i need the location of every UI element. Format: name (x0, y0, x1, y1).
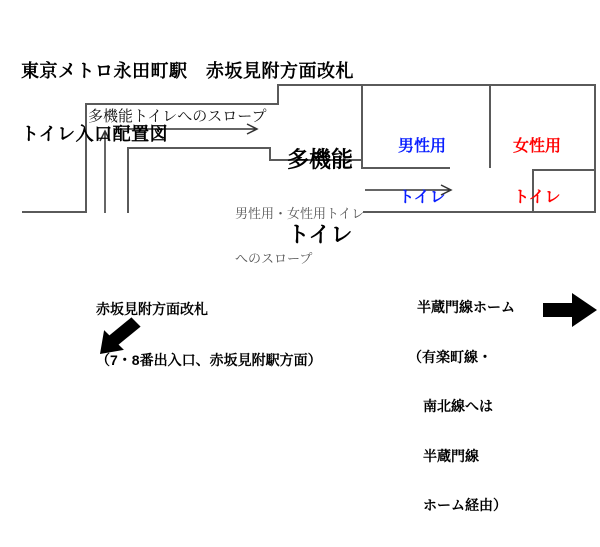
platform-note-line2: （有楽町線・ (408, 348, 492, 365)
mw-slope-line1: 男性用・女性用トイレ (235, 206, 365, 221)
mens-toilet-line2: トイレ (398, 189, 446, 206)
title-line1: 東京メトロ永田町駅 赤坂見附方面改札 (21, 61, 354, 81)
platform-note-line1: 半蔵門線ホーム (417, 299, 515, 315)
platform-note-line5: ホーム経由） (423, 497, 507, 513)
platform-note (408, 266, 515, 547)
arrow-right-shape (543, 293, 597, 327)
gate-note-line2: （7・8番出入口、赤坂見附駅方面） (96, 352, 322, 368)
womens-toilet-line2: トイレ (513, 189, 561, 206)
multi-toilet-line1: 多機能 (286, 147, 353, 172)
multi-toilet-line2: トイレ (287, 222, 353, 247)
platform-note-line3: 南北線へは (423, 398, 493, 414)
womens-toilet-line1: 女性用 (512, 138, 561, 155)
platform-note-line4: 半蔵門線 (423, 447, 479, 464)
mw-slope-line2: へのスロープ (235, 251, 313, 266)
arrow-right-icon (543, 293, 597, 327)
arrow-down-left-icon (97, 317, 143, 357)
mens-toilet-label (372, 104, 472, 240)
multi-slope-label: 多機能トイレへのスロープ (88, 108, 267, 125)
gate-note-line1: 赤坂見附方面改札 (96, 301, 208, 317)
title-line2: トイレ入口配置図 (21, 124, 169, 144)
arrow-down-left-shape (100, 317, 141, 354)
mens-toilet-line1: 男性用 (397, 138, 446, 155)
womens-toilet-label (487, 104, 587, 240)
